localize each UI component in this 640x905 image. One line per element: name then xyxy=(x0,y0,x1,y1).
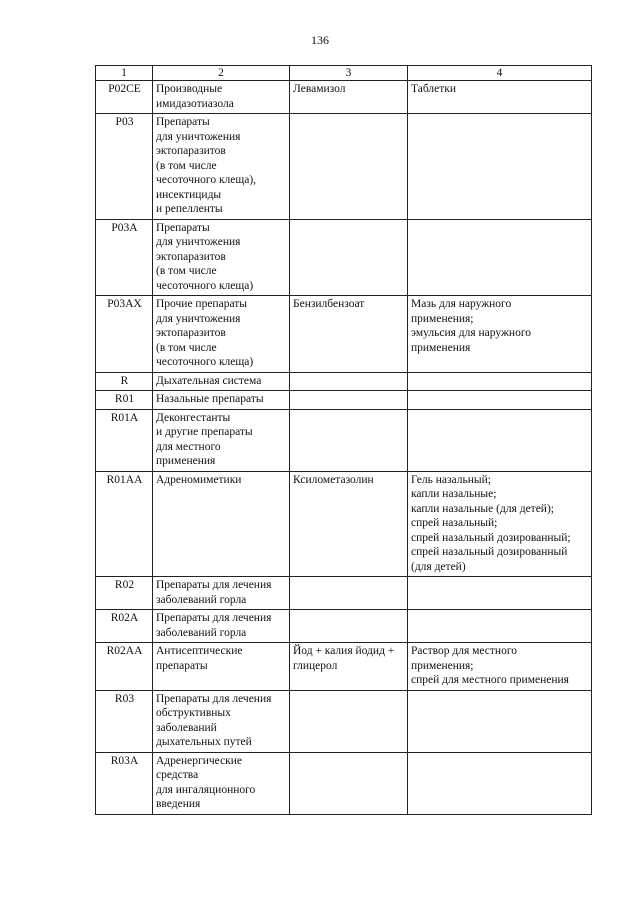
table-row xyxy=(96,372,592,391)
table-body xyxy=(96,81,592,815)
dosage-form-cell: Таблетки xyxy=(408,81,592,114)
dosage-form-cell: Мазь для наружного применения; эмульсия для наружного применения xyxy=(408,296,592,373)
drug-name-cell: Йод + калия йодид + глицерол xyxy=(290,643,408,691)
table-row xyxy=(96,114,592,220)
atc-code-cell: R02 xyxy=(96,577,153,610)
atc-code-cell: R01A xyxy=(96,409,153,471)
dosage-form-cell xyxy=(408,372,592,391)
dosage-form-cell xyxy=(408,610,592,643)
column-header-1: 1 xyxy=(96,66,153,81)
atc-code-cell: P03 xyxy=(96,114,153,220)
table-row xyxy=(96,752,592,814)
drug-name-cell xyxy=(290,409,408,471)
column-header-3: 3 xyxy=(290,66,408,81)
dosage-form-cell xyxy=(408,690,592,752)
table-header-row xyxy=(96,66,592,81)
group-name-cell: Прочие препараты для уничтожения эктопаразитов (в том числе чесоточного клеща) xyxy=(153,296,290,373)
group-name-cell: Адренергические средства для ингаляционного введения xyxy=(153,752,290,814)
group-name-cell: Производные имидазотиазола xyxy=(153,81,290,114)
drug-name-cell xyxy=(290,114,408,220)
table-row xyxy=(96,81,592,114)
group-name-cell: Препараты для уничтожения эктопаразитов (в том числе чесоточного клеща), инсектициды и репелленты xyxy=(153,114,290,220)
group-name-cell: Антисептические препараты xyxy=(153,643,290,691)
table-row xyxy=(96,471,592,577)
atc-code-cell: P03AX xyxy=(96,296,153,373)
drug-name-cell xyxy=(290,752,408,814)
table-row xyxy=(96,610,592,643)
drug-name-cell xyxy=(290,372,408,391)
group-name-cell: Препараты для лечения обструктивных заболеваний дыхательных путей xyxy=(153,690,290,752)
atc-code-cell: R02A xyxy=(96,610,153,643)
drug-name-cell: Ксилометазолин xyxy=(290,471,408,577)
column-header-4: 4 xyxy=(408,66,592,81)
group-name-cell: Деконгестанты и другие препараты для местного применения xyxy=(153,409,290,471)
dosage-form-cell xyxy=(408,391,592,410)
group-name-cell: Назальные препараты xyxy=(153,391,290,410)
group-name-cell: Препараты для лечения заболеваний горла xyxy=(153,610,290,643)
atc-code-cell: R03 xyxy=(96,690,153,752)
dosage-form-cell xyxy=(408,752,592,814)
table-row xyxy=(96,219,592,296)
table-row xyxy=(96,391,592,410)
table-row xyxy=(96,409,592,471)
drug-name-cell xyxy=(290,577,408,610)
dosage-form-cell xyxy=(408,114,592,220)
dosage-form-cell: Раствор для местного применения; спрей для местного применения xyxy=(408,643,592,691)
drug-name-cell xyxy=(290,610,408,643)
atc-code-cell: R01 xyxy=(96,391,153,410)
drug-name-cell: Левамизол xyxy=(290,81,408,114)
atc-code-cell: R xyxy=(96,372,153,391)
table-row xyxy=(96,643,592,691)
atc-code-cell: P02CE xyxy=(96,81,153,114)
dosage-form-cell: Гель назальный; капли назальные; капли назальные (для детей); спрей назальный; спрей назальный дозированный; спрей назальный дозированный (для детей) xyxy=(408,471,592,577)
page-number: 136 xyxy=(311,33,329,47)
drug-name-cell xyxy=(290,391,408,410)
dosage-form-cell xyxy=(408,219,592,296)
drug-name-cell xyxy=(290,690,408,752)
dosage-form-cell xyxy=(408,409,592,471)
group-name-cell: Адреномиметики xyxy=(153,471,290,577)
atc-code-cell: R02AA xyxy=(96,643,153,691)
group-name-cell: Препараты для уничтожения эктопаразитов (в том числе чесоточного клеща) xyxy=(153,219,290,296)
table-row xyxy=(96,296,592,373)
dosage-form-cell xyxy=(408,577,592,610)
group-name-cell: Препараты для лечения заболеваний горла xyxy=(153,577,290,610)
atc-code-cell: R03A xyxy=(96,752,153,814)
drug-name-cell: Бензилбензоат xyxy=(290,296,408,373)
atc-code-cell: P03A xyxy=(96,219,153,296)
column-header-2: 2 xyxy=(153,66,290,81)
table-row xyxy=(96,690,592,752)
drug-name-cell xyxy=(290,219,408,296)
group-name-cell: Дыхательная система xyxy=(153,372,290,391)
drug-table xyxy=(95,65,592,815)
atc-code-cell: R01AA xyxy=(96,471,153,577)
table-row xyxy=(96,577,592,610)
